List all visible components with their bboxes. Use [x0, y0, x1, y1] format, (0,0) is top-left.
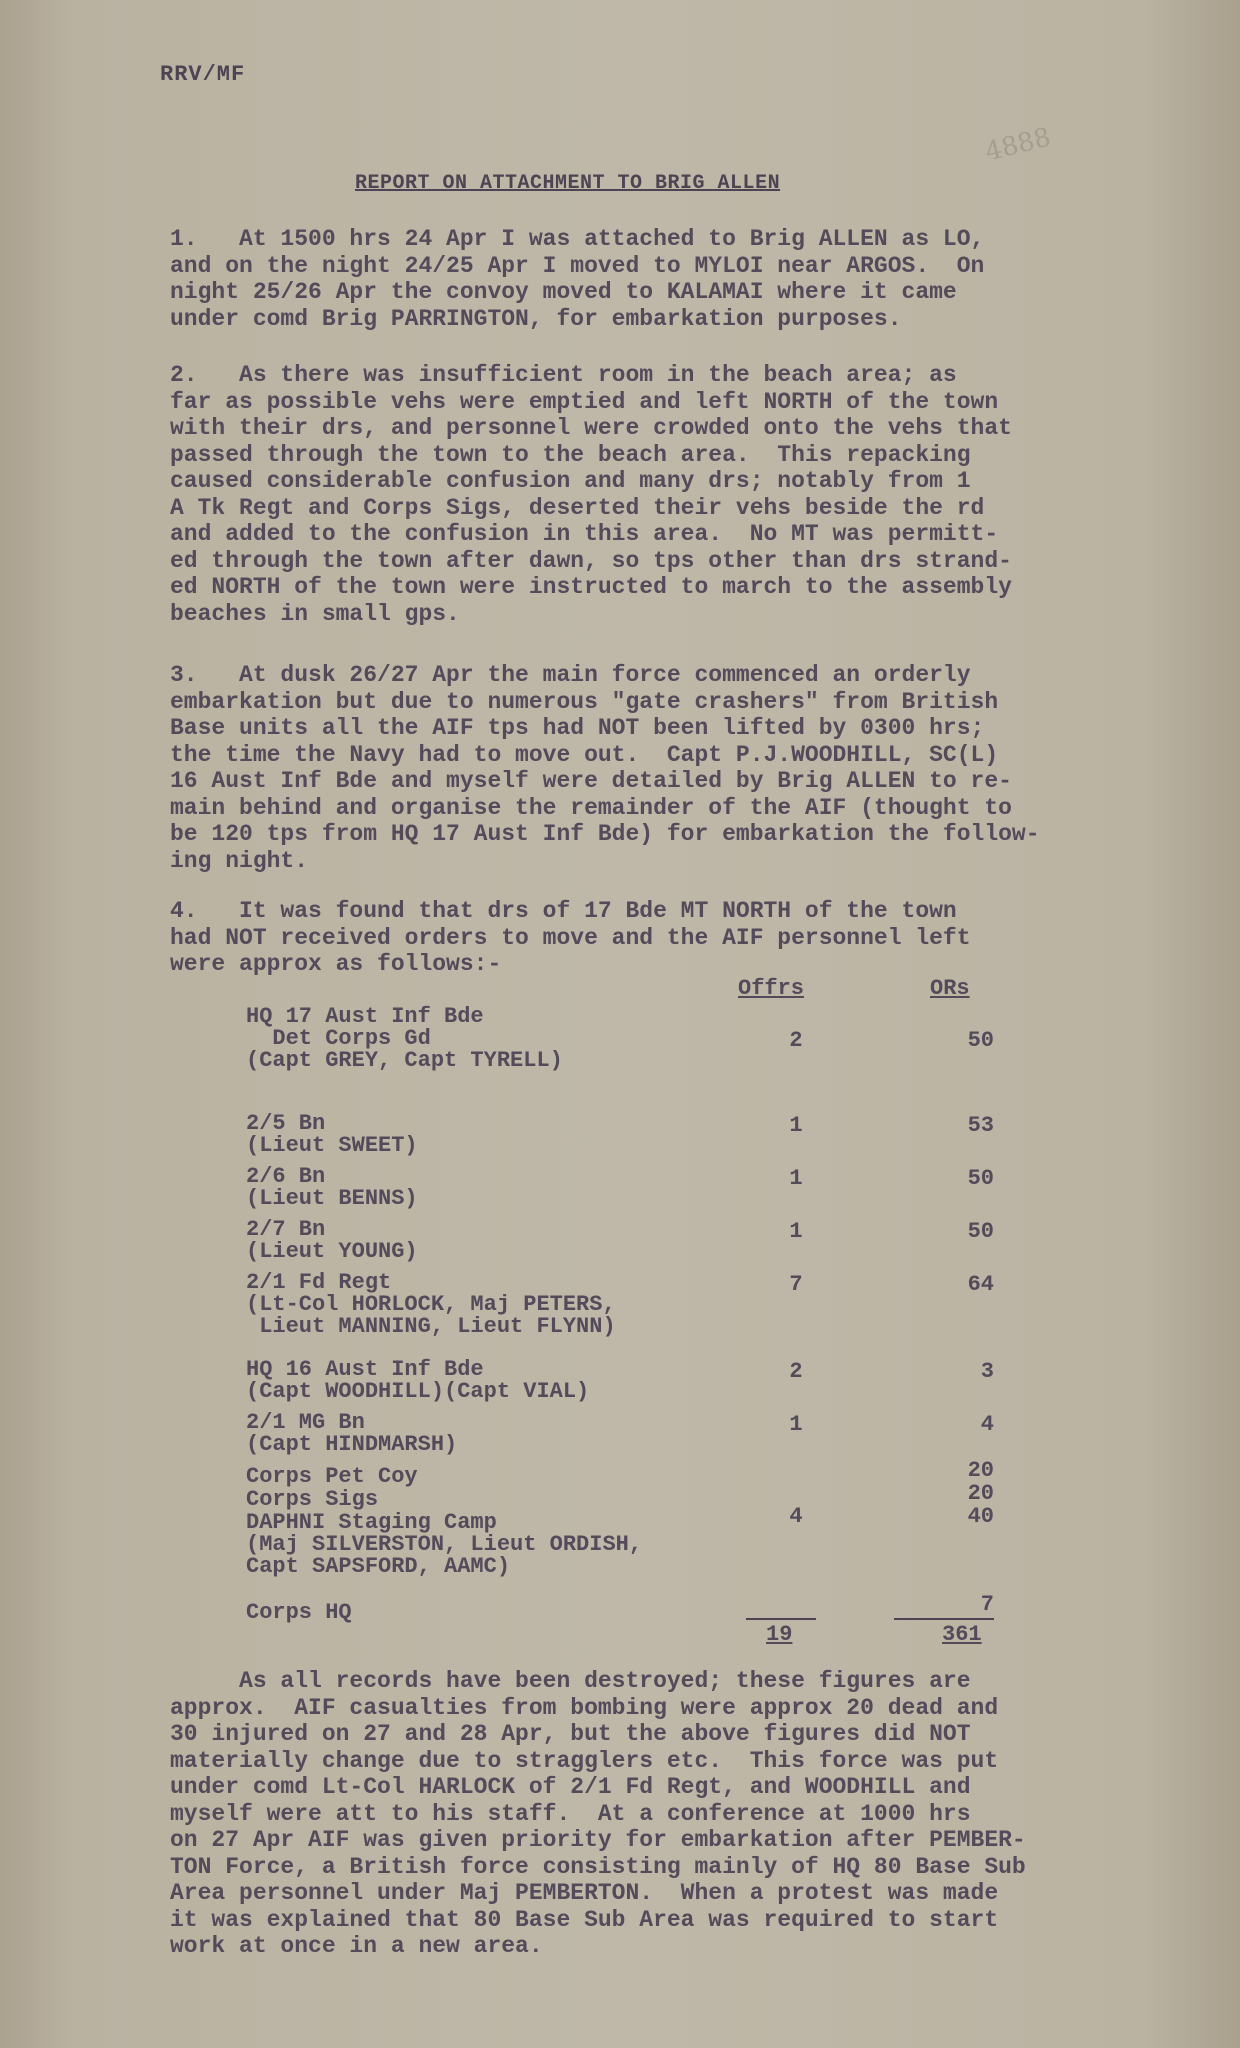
- paragraph-2: 2. As there was insufficient room in the beach area; as far as possible vehs were emptied and left NORTH of the town with their drs, and personnel were crowded onto the vehs that passed through the town to the beach area. This repacking caused considerable confusion and many drs; notably from 1 A Tk Regt and Corps Sigs, deserted their vehs beside the rd and added to the confusion in this area. No MT was permitt- ed through the town after dawn, so tps other than drs strand- ed NORTH of the town were instructed to march to the assembly beaches in small gps.: [170, 362, 1012, 627]
- ors-count: 3: [980, 1359, 994, 1384]
- ors-count: 7: [980, 1592, 994, 1617]
- ors-count: 50: [967, 1166, 994, 1191]
- paragraph-5: As all records have been destroyed; these figures are approx. AIF casualties from bombing were approx 20 dead and 30 injured on 27 and 28 Apr, but the above figures did NOT materially change due to stragglers etc. This force was put under comd Lt-Col HARLOCK of 2/1 Fd Regt, and WOODHILL and myself were att to his staff. At a conference at 1000 hrs on 27 Apr AIF was given priority for embarkation after PEMBER- TON Force, a British force consisting mainly of HQ 80 Base Sub Area personnel under Maj PEMBERTON. When a protest was made it was explained that 80 Base Sub Area was required to start work at once in a new area.: [170, 1668, 1026, 1959]
- offrs-count: 2: [789, 1028, 803, 1053]
- unit-name: Corps Sigs: [246, 1487, 379, 1512]
- unit-name: HQ 17 Aust Inf Bde Det Corps Gd (Capt GREY, Capt TYRELL): [246, 1004, 563, 1073]
- offrs-count: 1: [789, 1166, 803, 1191]
- paragraph-1: 1. At 1500 hrs 24 Apr I was attached to Brig ALLEN as LO, and on the night 24/25 Apr I moved to MYLOI near ARGOS. On night 25/26 Apr the convoy moved to KALAMAI where it came under comd Brig PARRINGTON, for embarkation purposes.: [170, 226, 985, 332]
- paragraph-4: 4. It was found that drs of 17 Bde MT NORTH of the town had NOT received orders to move and the AIF personnel left were approx as follows:-: [170, 898, 971, 977]
- unit-name: 2/6 Bn (Lieut BENNS): [246, 1164, 418, 1211]
- offrs-count: 1: [789, 1113, 803, 1138]
- ors-count: 20: [967, 1481, 994, 1506]
- column-header-offrs: Offrs: [738, 976, 805, 1001]
- unit-name: DAPHNI Staging Camp (Maj SILVERSTON, Lieut ORDISH, Capt SAPSFORD, AAMC): [246, 1510, 643, 1579]
- total-offrs: 19: [766, 1622, 793, 1647]
- offrs-count: 7: [789, 1272, 803, 1297]
- ors-count: 53: [967, 1113, 994, 1138]
- unit-name: Corps Pet Coy: [246, 1464, 418, 1489]
- offrs-count: 1: [789, 1219, 803, 1244]
- pencil-annotation: 4888: [982, 122, 1054, 168]
- total-ors: 361: [942, 1622, 982, 1647]
- unit-name: 2/5 Bn (Lieut SWEET): [246, 1111, 418, 1158]
- unit-name: 2/7 Bn (Lieut YOUNG): [246, 1217, 418, 1264]
- total-rule-ors: [894, 1618, 994, 1620]
- column-header-ors: ORs: [930, 976, 970, 1001]
- ors-count: 20: [967, 1458, 994, 1483]
- unit-name: Corps HQ: [246, 1600, 352, 1625]
- ors-count: 50: [967, 1219, 994, 1244]
- offrs-count: 1: [789, 1412, 803, 1437]
- offrs-count: 4: [789, 1504, 803, 1529]
- ors-count: 4: [980, 1412, 994, 1437]
- unit-name: HQ 16 Aust Inf Bde (Capt WOODHILL)(Capt VIAL): [246, 1357, 590, 1404]
- report-title: REPORT ON ATTACHMENT TO BRIG ALLEN: [355, 172, 781, 195]
- offrs-count: 2: [789, 1359, 803, 1384]
- ors-count: 40: [967, 1504, 994, 1529]
- total-rule-offrs: [746, 1618, 816, 1620]
- ors-count: 64: [967, 1272, 994, 1297]
- paragraph-3: 3. At dusk 26/27 Apr the main force commenced an orderly embarkation but due to numerous "gate crashers" from British Base units all the AIF tps had NOT been lifted by 0300 hrs; the time the Navy had to move out. Capt P.J.WOODHILL, SC(L) 16 Aust Inf Bde and myself were detailed by Brig ALLEN to re- main behind and organise the remainder of the AIF (thought to be 120 tps from HQ 17 Aust Inf Bde) for embarkation the follow- ing night.: [170, 662, 1040, 874]
- unit-name: 2/1 Fd Regt (Lt-Col HORLOCK, Maj PETERS, Lieut MANNING, Lieut FLYNN): [246, 1270, 616, 1339]
- ors-count: 50: [967, 1028, 994, 1053]
- reference-code: RRV/MF: [160, 62, 246, 87]
- unit-name: 2/1 MG Bn (Capt HINDMARSH): [246, 1410, 458, 1457]
